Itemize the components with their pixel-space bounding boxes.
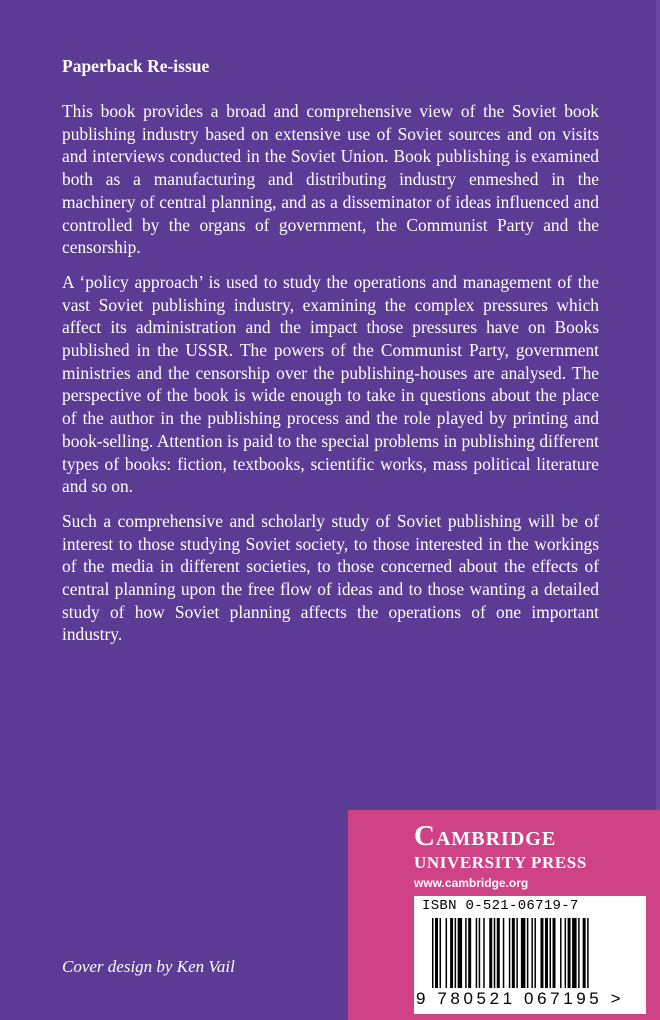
blurb-heading: Paperback Re-issue [62, 56, 210, 76]
cover-credit: Cover design by Ken Vail [62, 957, 235, 976]
blurb-paragraph-2: A ‘policy approach’ is used to study the operations and management of the vast Soviet publishing industry, examining the complex pressures which affect its administration and the impact those pressures have on Books published in the USSR. The powers of the Communist Party, government ministries and the censorship over the publishing-houses are analysed. The perspective of the book is wide enough to take in questions about the place of the author in the publishing process and the role played by printing and book-selling. Attention is paid to the special problems in publishing different types of books: fiction, textbooks, scientific works, mass political literature and so on. [62, 271, 599, 497]
barcode-digits: 9 780521 067195 > [416, 989, 625, 1008]
isbn-label: ISBN 0-521-06719-7 [422, 898, 579, 914]
blurb [62, 56, 599, 658]
publisher-url: www.cambridge.org [414, 876, 529, 890]
barcode-bars-icon [432, 918, 636, 988]
publisher-name: Cambridge [414, 820, 557, 852]
blurb-paragraph-1: This book provides a broad and comprehensive view of the Soviet book publishing industry based on extensive use of Soviet sources and on visits and interviews conducted in the Soviet Union. Book publishing is examined both as a manufacturing and distributing industry enmeshed in the machinery of central planning, and as a disseminator of ideas influenced and controlled by the organs of government, the Communist Party and the censorship. [62, 101, 599, 258]
publisher-press: UNIVERSITY PRESS [414, 853, 587, 872]
blurb-paragraph-3: Such a comprehensive and scholarly study of Soviet publishing will be of interest to those studying Soviet society, to those interested in the workings of the media in different societies, to those concerned about the effects of central planning upon the free flow of ideas and to those wanting a detailed study of how Soviet planning affects the operations of one important industry. [62, 510, 599, 645]
publisher-panel [348, 810, 660, 1020]
barcode [414, 896, 646, 1014]
